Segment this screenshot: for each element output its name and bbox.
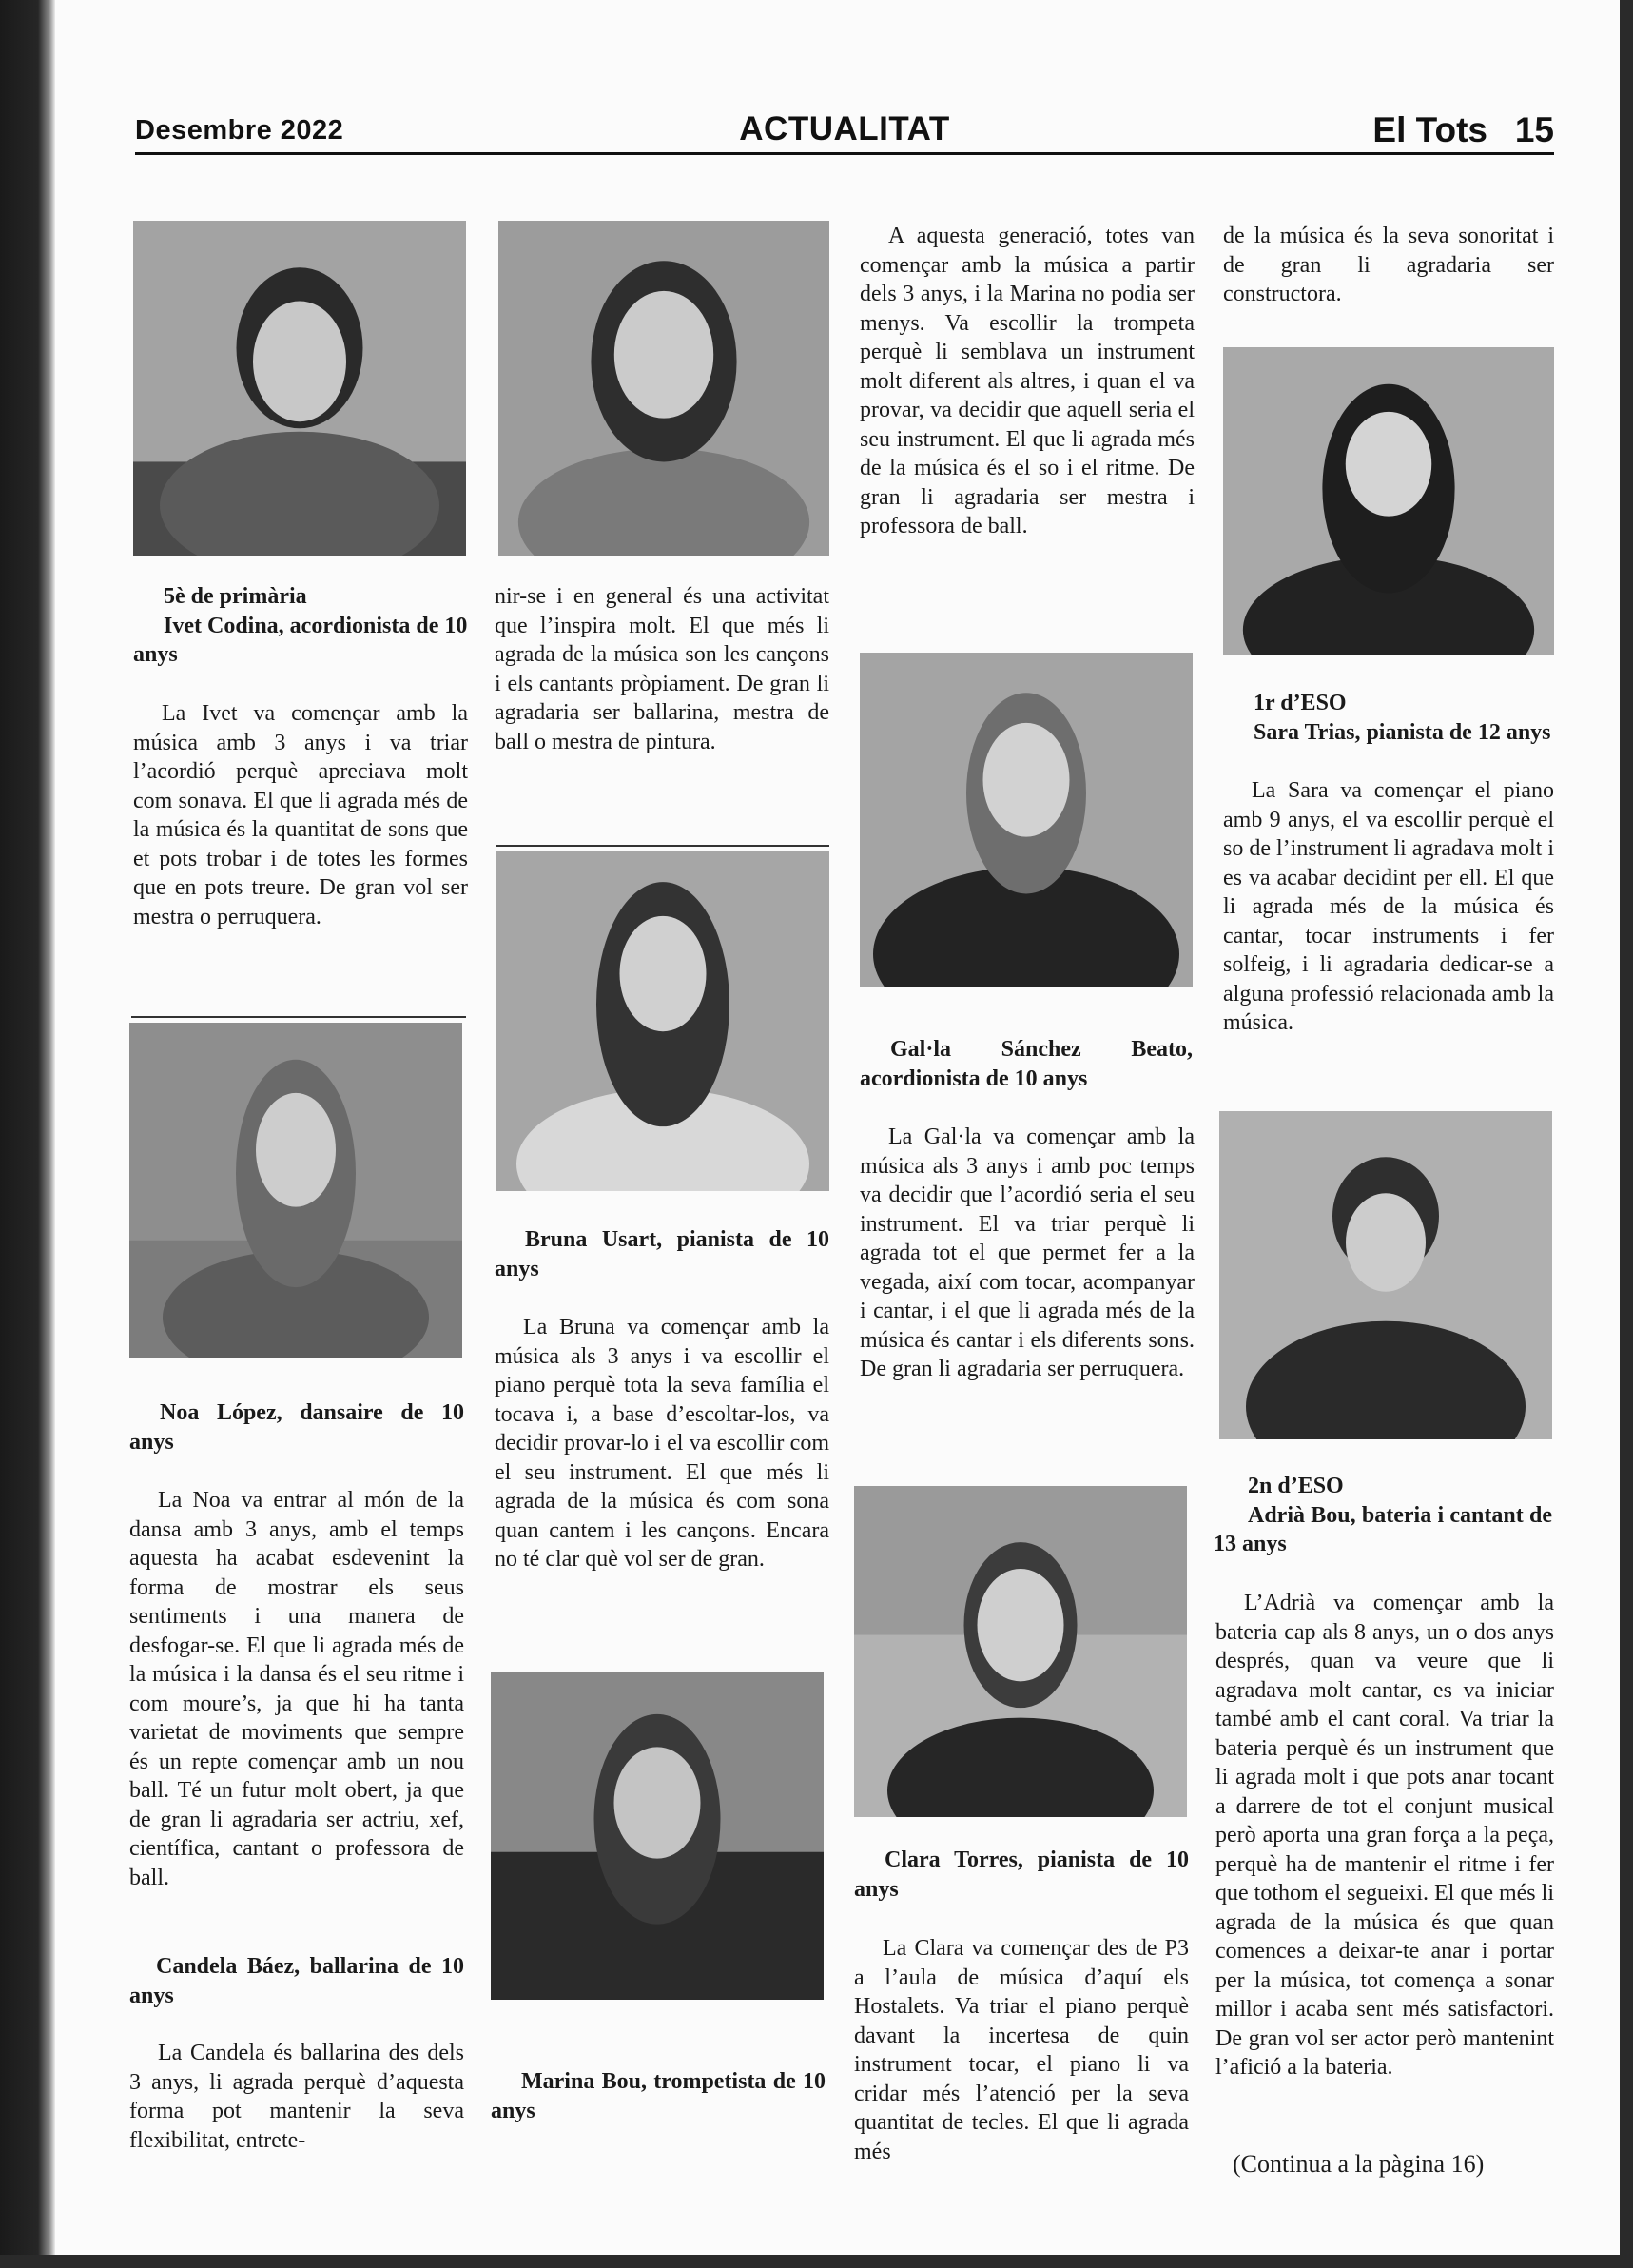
body-bruna: La Bruna va començar amb la música als 3 anys i va escollir el piano perquè tota la seva família el tocava i, a base d’escoltar-los, va decidir provar-lo i el va escollir com el seu instrument. El que més li agrada de la música és com sona quan cantem i les cançons. Encara no té clar què vol ser de gran. — [495, 1315, 829, 1572]
heading-sara — [1223, 689, 1554, 747]
body-marina: A aquesta generació, totes van començar amb la música a partir dels 3 anys, i la Marina no podia ser menys. Va escollir la trompeta perquè li semblava un instrument molt diferent als altres, i quan el va provar, va decidir que aquell seria el seu instrument. El que li agrada més de la música és el so i el ritme. De gran li agradaria ser mestra i professora de ball. — [860, 224, 1195, 538]
body-ivet: La Ivet va començar amb la música amb 3 anys i va triar l’acordió perquè apreciava molt com sonava. El que li agrada més de la música és la quantitat de sons que et pots trobar i de totes les formes que en pots treure. De gran vol ser mestra o perruquera. — [133, 701, 468, 929]
body-adria: L’Adrià va començar amb la bateria cap als 8 anys, un o dos anys després, quan va veure que li agradava molt cantar, es va iniciar també amb el cant coral. Va triar la bateria perquè és un instrument que li agrada molt i que pots anar tocant a darrere de tot el conjunt musical però aporta una gran força a la peça, perquè ha de mantenir el ritme i fer que tothom el segueixi. El que més li agrada de la música és que quan comences a deixar-te anar i portar per la música, tot comença a sonar millor i acaba sent més satisfactori. De gran vol ser actor però mantenint l’afició a la bateria. — [1215, 1591, 1554, 2080]
heading-ivet-name: Ivet Codina, acordionista de 10 anys — [133, 613, 468, 667]
body-sara: La Sara va començar el piano amb 9 anys, el va escollir perquè el so de l’instrument li agradava molt i es va acabar decidint per ell. El que li agrada més de la música és cantar, tocar instruments i fer solfeig, i li agradaria dedicar-se a alguna professió relacionada amb la música. — [1223, 778, 1554, 1035]
heading-ivet-grade: 5è de primària — [164, 584, 307, 609]
scan-edge-left — [0, 0, 55, 2268]
heading-galla: Gal·la Sánchez Beato, acordionista de 10 anys — [860, 1037, 1193, 1091]
photo-bruna — [496, 851, 829, 1191]
heading-marina: Marina Bou, trompetista de 10 anys — [491, 2069, 826, 2123]
heading-adria-grade: 2n d’ESO — [1248, 1474, 1344, 1498]
rule-col2 — [496, 845, 829, 847]
body-galla: La Gal·la va començar amb la música als 3 anys i amb poc temps va decidir que l’acordió seria el seu instrument. El va triar perquè li agrada tot el que permet fer a la vegada, així com tocar, acompanyar i cantar, i el que li agrada més de la música és cantar i els diferents sons. De gran li agradaria ser perruquera. — [860, 1124, 1195, 1381]
photo-noa — [129, 1023, 462, 1358]
body-candela: La Candela és ballarina des dels 3 anys, li agrada perquè d’aquesta forma pot mantenir la seva flexibilitat, entrete- — [129, 2041, 464, 2153]
heading-candela: Candela Báez, ballarina de 10 anys — [129, 1954, 464, 2008]
scan-edge-right — [1620, 0, 1633, 2268]
photo-sara — [1223, 347, 1554, 655]
body-noa: La Noa va entrar al món de la dansa amb 3 anys, amb el temps aquesta ha acabat esdevenint la forma de mostrar els seus sentiments i una manera de desfogar-se. El que li agrada més de la música i la dansa és el seu ritme i com moure’s, ja que hi ha tanta varietat de moviments que sempre és un repte començar amb un nou ball. Té un futur molt obert, ja que de gran li agradaria ser actriu, xef, científica, cantant o professora de ball. — [129, 1488, 464, 1890]
heading-bruna: Bruna Usart, pianista de 10 anys — [495, 1227, 829, 1281]
photo-marina-2 — [491, 1672, 824, 2000]
heading-clara: Clara Torres, pianista de 10 anys — [854, 1848, 1189, 1902]
page-header — [135, 107, 1554, 155]
heading-adria-name: Adrià Bou, bateria i cantant de 13 anys — [1214, 1502, 1552, 1556]
body-clara: La Clara va començar des de P3 a l’aula de música d’aquí els Hostalets. Va triar el piano perquè davant la incertesa de quin instrument tocar, el piano li va cridar més l’atenció per la seva quantitat de tecles. El que li agrada més — [854, 1936, 1189, 2164]
photo-ivet — [133, 221, 466, 556]
section-title: ACTUALITAT — [739, 110, 950, 147]
heading-ivet — [133, 582, 468, 670]
rule-col1 — [131, 1016, 466, 1018]
heading-sara-name: Sara Trias, pianista de 12 anys — [1254, 719, 1551, 745]
photo-clara — [854, 1486, 1187, 1817]
heading-adria — [1214, 1472, 1552, 1559]
scan-edge-bottom — [0, 2255, 1633, 2268]
photo-galla — [860, 653, 1193, 987]
body-candela-cont: nir-se i en general és una activitat que l’inspira molt. El que més li agrada de la música son les cançons i els cantants pròpiament. De gran li agradaria ser ballarina, mestra de ball o mestra de pintura. — [495, 584, 829, 754]
body-clara-cont: de la música és la seva sonoritat i de gran li agradaria ser constructora. — [1223, 224, 1554, 306]
heading-noa: Noa López, dansaire de 10 anys — [129, 1400, 464, 1455]
page-number: 15 — [1514, 110, 1554, 149]
photo-marina — [498, 221, 829, 556]
photo-adria — [1219, 1111, 1552, 1439]
issue-date: Desembre 2022 — [135, 115, 344, 146]
heading-sara-grade: 1r d’ESO — [1254, 691, 1347, 715]
continue-note: (Continua a la pàgina 16) — [1233, 2150, 1485, 2178]
magazine-name: El Tots — [1372, 110, 1487, 149]
